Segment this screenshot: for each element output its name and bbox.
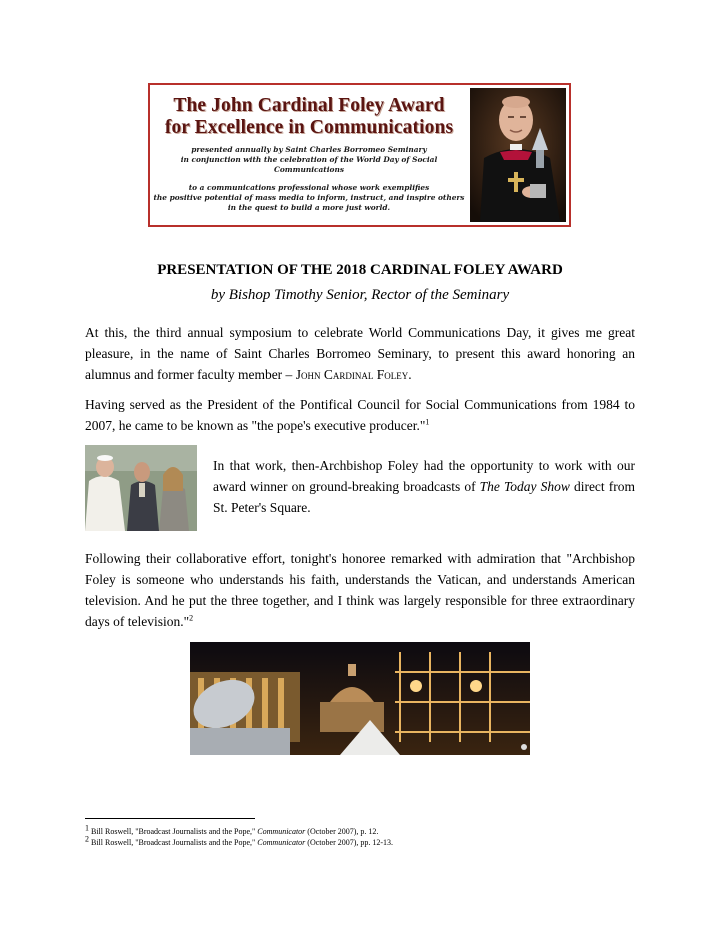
paragraph-intro-text: At this, the third annual symposium to celebrate World Communications Day, it gives me great pleasure, in the name of Saint Charles Borromeo Seminary, to present this award honoring an alumnus and former faculty member –: [85, 325, 635, 382]
footnote-ref-1[interactable]: 1: [425, 417, 430, 427]
paragraph-today-show: [213, 455, 635, 518]
paragraph-honoree-quote-text: Following their collaborative effort, tonight's honoree remarked with admiration that "Archbishop Foley is someone who understands his faith, understands the Vatican, and understands American television. And he put the three together, and I think was largely responsible for three extraordinary days of television.": [85, 551, 635, 629]
footnote-2-number: 2: [85, 834, 89, 844]
paragraph-today-show-before: In that work, then-Archbishop Foley had the opportunity to work with our award winner on ground-breaking broadcasts of: [213, 458, 635, 494]
banner-text: [150, 85, 468, 225]
banner-title-line-2: for Excellence in Communications: [164, 117, 454, 138]
award-banner: [148, 83, 571, 227]
banner-presented-line-1: presented annually by Saint Charles Borromeo Seminary: [191, 145, 427, 154]
banner-purpose-line-1: to a communications professional whose work exemplifies: [188, 183, 430, 192]
show-title: The Today Show: [479, 479, 570, 494]
honoree-name: John Cardinal Foley: [295, 367, 409, 382]
page-subtitle: by Bishop Timothy Senior, Rector of the Seminary: [210, 287, 510, 303]
footnote-1-text: Bill Roswell, "Broadcast Journalists and the Pope,": [89, 827, 258, 836]
cardinal-portrait-image: [470, 88, 566, 222]
paragraph-today-show-after: direct from St. Peter's Square.: [213, 479, 635, 515]
banner-presented-line-2: in conjunction with the celebration of the World Day of Social Communications: [180, 155, 438, 174]
footnote-1-number: 1: [85, 823, 89, 833]
banner-title-line-1: The John Cardinal Foley Award: [173, 95, 445, 116]
footnote-1: [85, 823, 379, 837]
paragraph-intro-end: .: [408, 367, 412, 382]
paragraph-intro: [85, 322, 635, 385]
footnote-2: [85, 834, 394, 848]
footnote-2-publication: Communicator: [257, 838, 306, 847]
footnote-separator: [85, 818, 255, 819]
paragraph-pontifical-council-text: Having served as the President of the Pontifical Council for Social Communications from 1984 to 2007, he came to be known as "the pope's executive producer.": [85, 397, 635, 433]
footnote-ref-2[interactable]: 2: [189, 613, 194, 623]
footnote-1-publication: Communicator: [257, 827, 306, 836]
footnote-2-end: (October 2007), pp. 12-13.: [305, 838, 394, 847]
paragraph-honoree-quote: [85, 548, 635, 632]
pope-meeting-photo: [85, 445, 197, 531]
footnote-2-text: Bill Roswell, "Broadcast Journalists and the Pope,": [89, 838, 258, 847]
footnote-1-end: (October 2007), p. 12.: [305, 827, 379, 836]
page-title: PRESENTATION OF THE 2018 CARDINAL FOLEY AWARD: [157, 262, 563, 278]
st-peters-square-broadcast-photo: [190, 642, 530, 755]
banner-purpose-line-2: the positive potential of mass media to inform, instruct, and inspire others: [153, 193, 465, 202]
banner-purpose-line-3: in the quest to build a more just world.: [227, 203, 391, 212]
paragraph-pontifical-council: [85, 394, 635, 436]
